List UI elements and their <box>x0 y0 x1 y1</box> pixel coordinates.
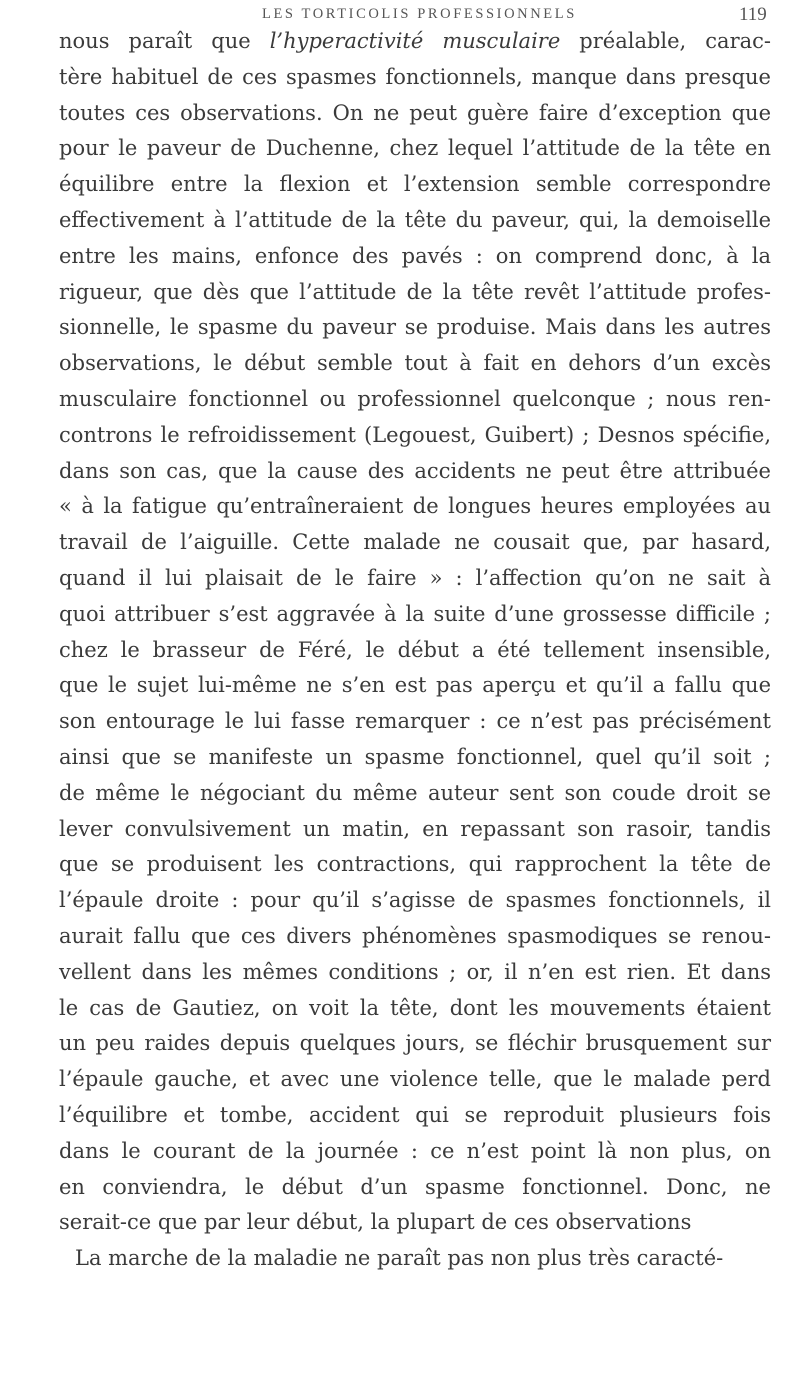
text-line: l’épaule gauche, et avec une violence telle, que le malade perd <box>59 1067 771 1092</box>
italic-phrase: l’hyperactivité musculaire <box>269 29 561 53</box>
text-line: dans le courant de la journée : ce n’est point là non plus, on <box>59 1138 771 1163</box>
text-line: le cas de Gautiez, on voit la tête, dont les mouvements étaient <box>59 995 771 1020</box>
text-line: un peu raides depuis quelques jours, se fléchir brusquement sur <box>59 1031 771 1056</box>
text-line: controns le refroidissement (Legouest, Guibert) ; Desnos spécifie, <box>59 422 771 447</box>
text-line: chez le brasseur de Féré, le début a été tellement insensible, <box>59 637 771 662</box>
text-line: travail de l’aiguille. Cette malade ne cousait que, par hasard, <box>59 530 771 555</box>
text-line: vellent dans les mêmes conditions ; or, il n’en est rien. Et dans <box>59 959 771 984</box>
text-line <box>59 24 771 60</box>
text-line: en conviendra, le début d’un spasme fonctionnel. Donc, ne <box>59 1174 771 1199</box>
text-line: de même le négociant du même auteur sent son coude droit se <box>59 780 771 805</box>
text-line: « à la fatigue qu’entraîneraient de longues heures employées au <box>59 494 771 519</box>
text-line: effectivement à l’attitude de la tête du paveur, qui, la demoiselle <box>59 207 771 232</box>
paragraph-start-line: La marche de la maladie ne paraît pas non plus très caracté- <box>75 1246 724 1271</box>
page-number: 119 <box>739 4 767 25</box>
text-line: musculaire fonctionnel ou professionnel quelconque ; nous ren- <box>59 386 771 411</box>
body-text <box>59 24 771 1277</box>
text-line: l’épaule droite : pour qu’il s’agisse de spasmes fonctionnels, il <box>59 888 771 913</box>
text-line: serait-ce que par leur début, la plupart de ces observations <box>59 1210 692 1235</box>
text-line: que se produisent les contractions, qui rapprochent la tête de <box>59 852 771 877</box>
text-line: entre les mains, enfonce des pavés : on comprend donc, à la <box>59 243 771 268</box>
text-span: nous paraît que <box>59 29 270 53</box>
text-line: aurait fallu que ces divers phénomènes spasmodiques se renou- <box>59 923 771 948</box>
text-line: observations, le début semble tout à fait en dehors d’un excès <box>59 351 771 376</box>
text-line: équilibre entre la flexion et l’extension semble correspondre <box>59 172 771 197</box>
text-line: sionnelle, le spasme du paveur se produise. Mais dans les autres <box>59 315 771 340</box>
text-line: quand il lui plaisait de le faire » : l’affection qu’on ne sait à <box>59 565 771 590</box>
text-line: ainsi que se manifeste un spasme fonctionnel, quel qu’il soit ; <box>59 744 771 769</box>
running-title: LES TORTICOLIS PROFESSIONNELS <box>262 6 577 22</box>
text-span: préalable, carac- <box>560 29 771 53</box>
text-line: dans son cas, que la cause des accidents ne peut être attribuée <box>59 458 771 483</box>
text-line: son entourage le lui fasse remarquer : ce n’est pas précisément <box>59 709 771 734</box>
text-line: rigueur, que dès que l’attitude de la tête revêt l’attitude profes- <box>59 279 771 304</box>
text-line: lever convulsivement un matin, en repassant son rasoir, tandis <box>59 816 771 841</box>
text-line: tère habituel de ces spasmes fonctionnels, manque dans presque <box>59 64 771 89</box>
text-line: pour le paveur de Duchenne, chez lequel l’attitude de la tête en <box>59 136 771 161</box>
text-line: toutes ces observations. On ne peut guère faire d’exception que <box>59 100 771 125</box>
text-line: l’équilibre et tombe, accident qui se reproduit plusieurs fois <box>59 1102 771 1127</box>
text-line: que le sujet lui-même ne s’en est pas aperçu et qu’il a fallu que <box>59 673 771 698</box>
text-line: quoi attribuer s’est aggravée à la suite d’une grossesse difficile ; <box>59 601 771 626</box>
